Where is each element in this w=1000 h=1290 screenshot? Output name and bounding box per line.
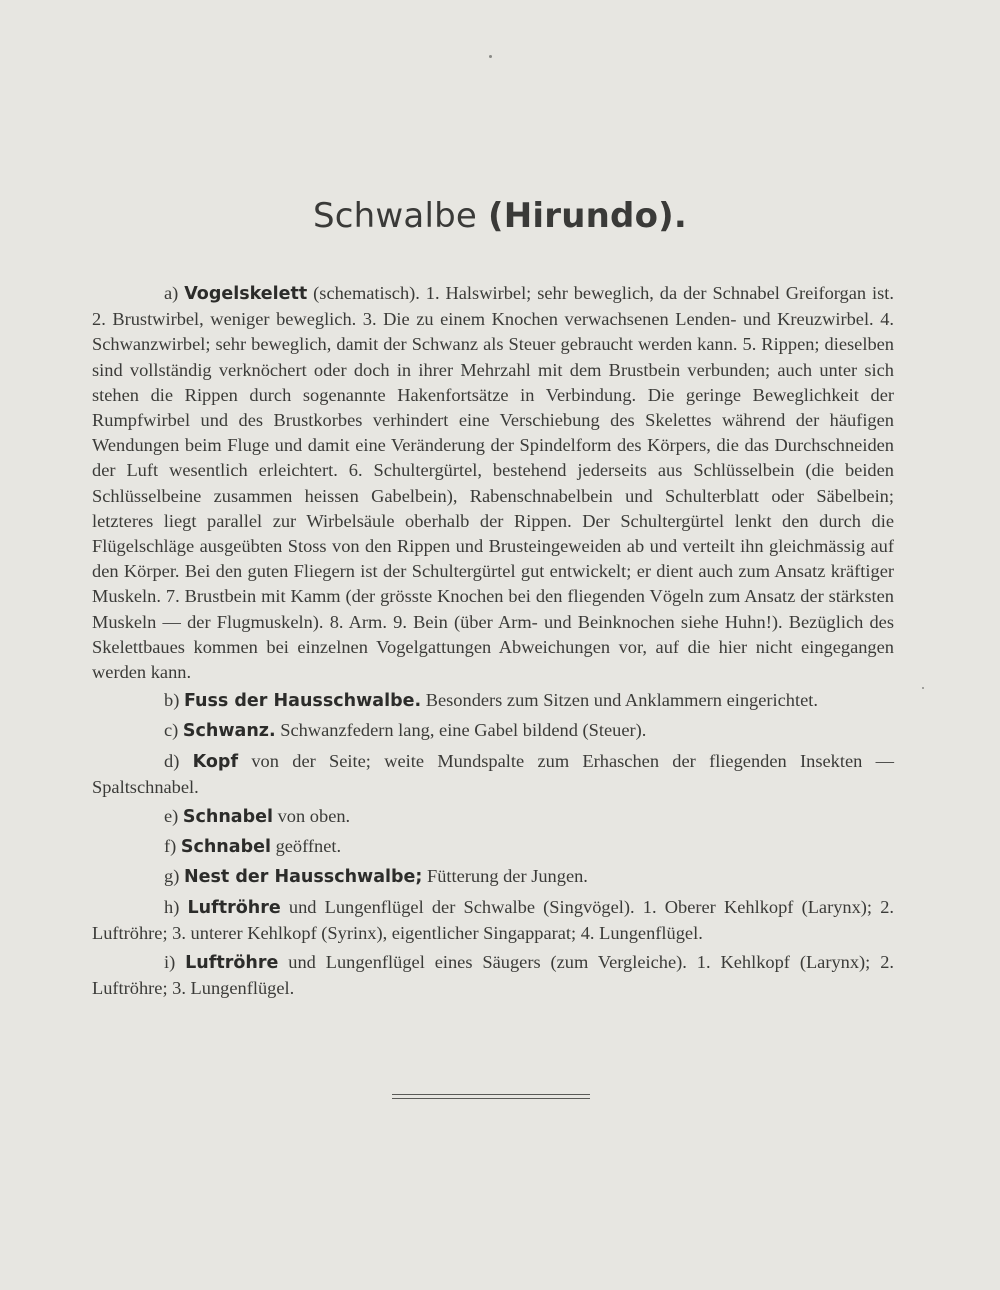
item-text: und Lungenflügel eines Säugers (zum Vergleiche). 1. Kehlkopf (Larynx); 2. Luftröhre; 3. Lungenflügel. <box>92 952 894 999</box>
item-marker: b) <box>164 690 180 711</box>
item-marker: c) <box>164 720 179 741</box>
paper-speck <box>922 687 924 689</box>
closing-rule-top <box>392 1094 590 1095</box>
item-text: (schematisch). 1. Halswirbel; sehr beweglich, da der Schnabel Greiforgan ist. 2. Brustwirbel, weniger beweglich. 3. Die zu einem Knochen verwachsenen Lenden- und Kreuzwirbel. 4. Schwanzwirbel; sehr beweglich, damit der Schwanz als Steuer gebraucht werden kann. 5. Rippen; dieselben sind vollständig verknöchert oder doch in ihrer Mehrzahl mit dem Brustbein verbunden; auch unter sich stehen die Rippen durch sogenannte Hakenfortsätze in Verbindung. Die geringe Beweglichkeit der Rumpfwirbel und des Brustkorbes verhindert eine Verschiebung des Skelettes während der häufigen Wendungen beim Fluge und damit eine Veränderung der Spindelform des Körpers, die das Durchschneiden der Luft wesentlich erleichtert. 6. Schultergürtel, bestehend jederseits aus Schlüsselbein (die beiden Schlüsselbeine zusammen heissen Gabelbein), Rabenschnabelbein und Schulterblatt oder Säbelbein; letzteres liegt parallel zur Wirbelsäule oberhalb der Rippen. Der Schultergürtel lenkt den durch die Flügelschläge ausgeübten Stoss von den Rippen und Brusteingeweiden ab und verteilt ihn gleichmässig auf den Körper. Bei den guten Fliegern ist der Schultergürtel gut entwickelt; er dient auch zum Ansatz kräftiger Muskeln. 7. Brustbein mit Kamm (der grösste Knochen bei den fliegenden Vögeln zum Ansatz der stärksten Muskeln — der Flugmuskeln). 8. Arm. 9. Bein (über Arm- und Beinknochen siehe Huhn!). Bezüglich des Skelettbaues kommen bei einzelnen Vogelgattungen Abweichungen vor, auf die hier nicht eingegangen werden kann. <box>92 283 894 683</box>
title-genus: (Hirundo). <box>488 196 687 236</box>
title-main: Schwalbe <box>312 196 489 236</box>
item-keyword: Luftröhre <box>185 953 279 974</box>
page-title <box>0 196 1000 236</box>
item-keyword: Schnabel <box>182 807 274 828</box>
item-marker: g) <box>164 866 180 887</box>
item-text: von der Seite; weite Mundspalte zum Erhaschen der fliegenden Insekten — Spaltschnabel. <box>92 750 894 797</box>
legend-item-c <box>92 718 894 744</box>
item-text: Besonders zum Sitzen und Anklammern eingerichtet. <box>421 690 818 711</box>
item-marker: h) <box>164 896 180 917</box>
legend-item-h <box>92 895 894 946</box>
legend-item-d <box>92 749 894 800</box>
item-text: Fütterung der Jungen. <box>422 866 588 887</box>
item-text: und Lungenflügel der Schwalbe (Singvögel). 1. Oberer Kehlkopf (Larynx); 2. Luftröhre; 3. unterer Kehlkopf (Syrinx), eigentlicher Singapparat; 4. Lungenflügel. <box>92 896 894 943</box>
item-keyword: Nest der Hausschwalbe; <box>183 867 423 888</box>
item-keyword: Kopf <box>192 751 239 772</box>
legend-item-g <box>92 864 894 890</box>
legend-item-a <box>92 281 894 685</box>
item-marker: d) <box>164 750 180 771</box>
item-marker: a) <box>164 283 179 303</box>
item-marker: f) <box>164 836 177 857</box>
legend-body <box>92 281 894 1001</box>
item-text: Schwanzfedern lang, eine Gabel bildend (Steuer). <box>275 720 647 741</box>
item-text: geöffnet. <box>270 836 342 857</box>
item-keyword: Schnabel <box>180 837 271 858</box>
item-keyword: Fuss der Hausschwalbe. <box>183 691 422 712</box>
item-keyword: Luftröhre <box>187 897 281 918</box>
legend-item-f <box>92 834 894 860</box>
legend-item-i <box>92 950 894 1001</box>
item-marker: i) <box>164 952 176 973</box>
legend-item-b <box>92 688 894 714</box>
legend-item-e <box>92 804 894 830</box>
item-text: von oben. <box>273 806 351 827</box>
paper-speck <box>489 55 492 58</box>
closing-rule-bottom <box>392 1098 590 1099</box>
item-marker: e) <box>164 806 179 827</box>
item-keyword: Vogelskelett <box>184 284 308 304</box>
item-keyword: Schwanz. <box>182 721 276 742</box>
